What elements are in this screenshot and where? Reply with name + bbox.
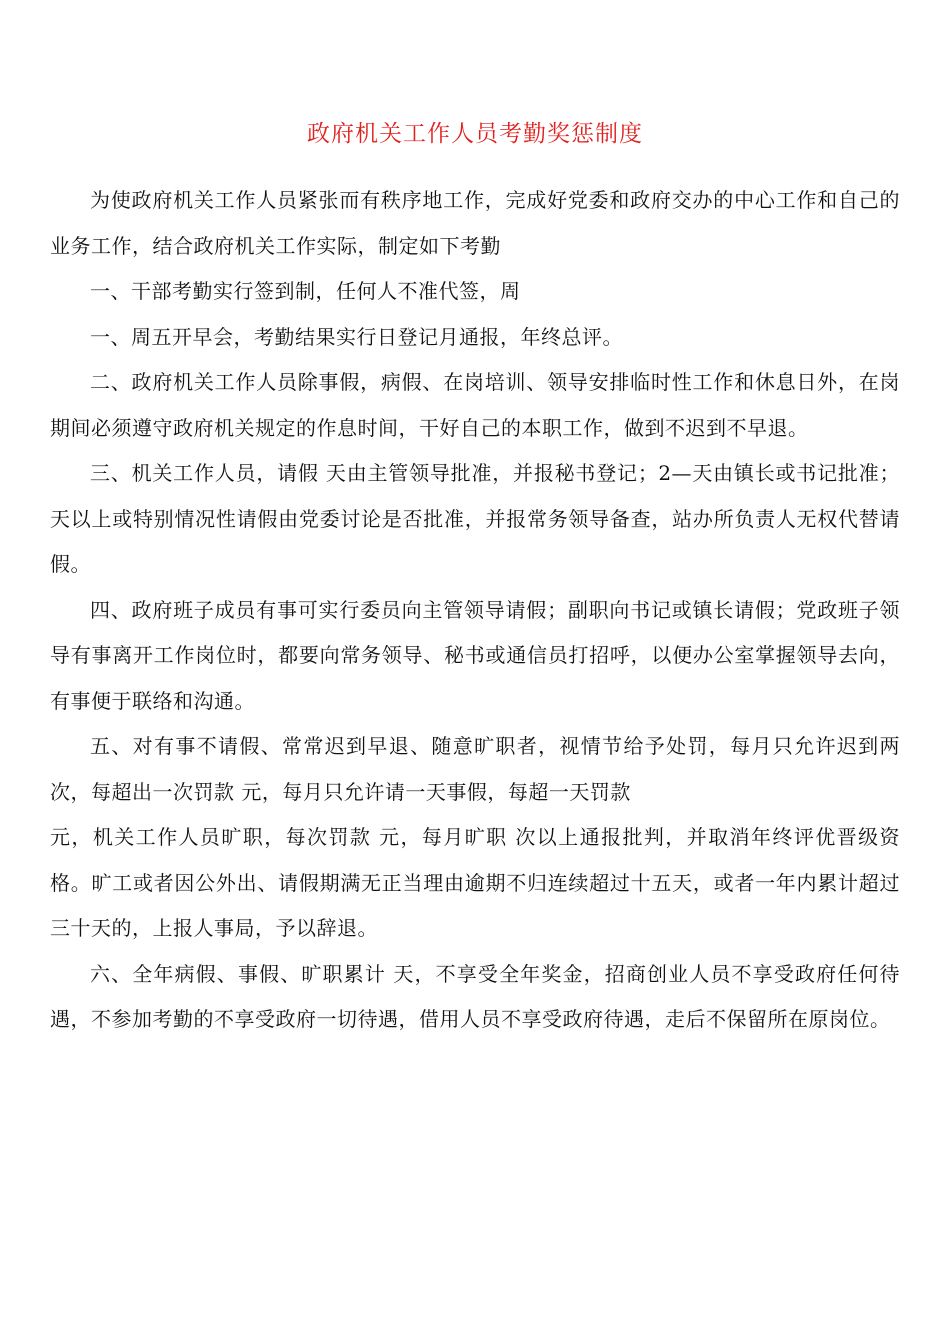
document-title: 政府机关工作人员考勤奖惩制度: [307, 121, 643, 147]
paragraph-4: 四、政府班子成员有事可实行委员向主管领导请假；副职向书记或镇长请假；党政班子领导有事离开工作岗位时，都要向常务领导、秘书或通信员打招呼，以便办公室掌握领导去向，有事便于联络和沟通。: [50, 597, 900, 713]
paragraph-5a: 五、对有事不请假、常常迟到早退、随意旷职者，视情节给予处罚，每月只允许迟到两次，每超出一次罚款 元，每月只允许请一天事假，每超一天罚款: [50, 734, 900, 804]
paragraph-5b: 元，机关工作人员旷职，每次罚款 元，每月旷职 次以上通报批判，并取消年终评优晋级资格。旷工或者因公外出、请假期满无正当理由逾期不归连续超过十五天，或者一年内累计超过三十天的，上报人事局，予以辞退。: [50, 825, 900, 940]
document-page: [50, 112, 900, 1043]
paragraph-6: 六、全年病假、事假、旷职累计 天，不享受全年奖金，招商创业人员不享受政府任何待遇，不参加考勤的不享受政府一切待遇，借用人员不享受政府待遇，走后不保留所在原岗位。: [50, 961, 900, 1031]
paragraph-2: 二、政府机关工作人员除事假，病假、在岗培训、领导安排临时性工作和休息日外，在岗期间必须遵守政府机关规定的作息时间，干好自己的本职工作，做到不迟到不早退。: [50, 370, 900, 440]
paragraph-1b: 一、周五开早会，考勤结果实行日登记月通报，年终总评。: [90, 324, 623, 349]
paragraph-intro: 为使政府机关工作人员紧张而有秩序地工作，完成好党委和政府交办的中心工作和自己的业务工作，结合政府机关工作实际，制定如下考勤: [50, 188, 900, 258]
paragraph-1a: 一、干部考勤实行签到制，任何人不准代签，周: [90, 279, 521, 303]
paragraph-3: 三、机关工作人员，请假 天由主管领导批准，并报秘书登记；2—天由镇长或书记批准；天以上或特别情况性请假由党委讨论是否批准，并报常务领导备查，站办所负责人无权代替请假。: [50, 461, 900, 576]
